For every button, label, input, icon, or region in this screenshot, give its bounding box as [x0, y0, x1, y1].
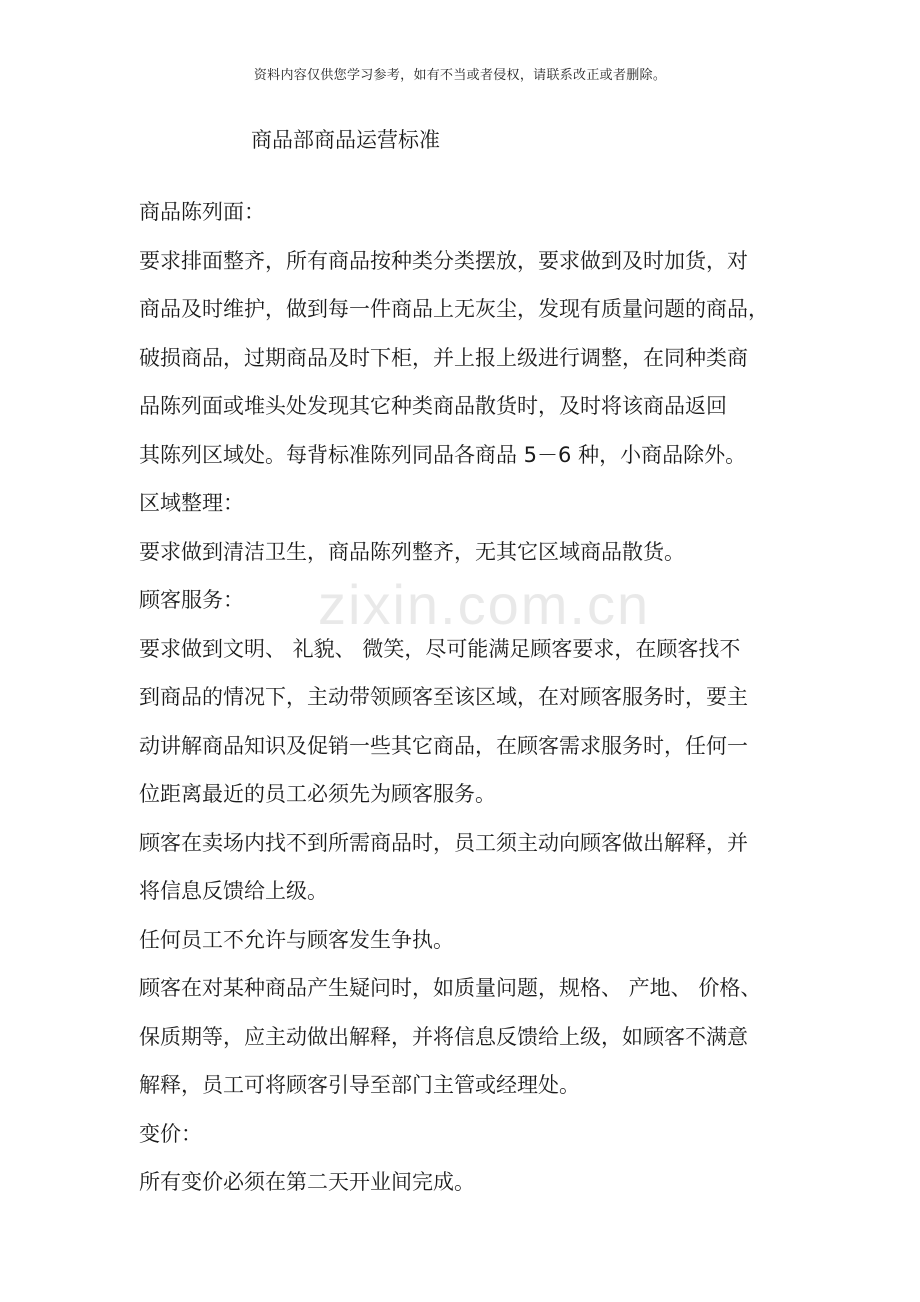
section-heading-area: 区域整理： [139, 491, 244, 515]
paragraph-line: 要求做到清洁卫生，商品陈列整齐，无其它区域商品散货。 [139, 539, 685, 564]
paragraph-line: 要求做到文明、 礼貌、 微笑，尽可能满足顾客要求，在顾客找不 [139, 636, 741, 661]
paragraph-line: 动讲解商品知识及促销一些其它商品，在顾客需求服务时，任何一 [139, 733, 748, 758]
paragraph-line: 解释，员工可将顾客引导至部门主管或经理处。 [139, 1073, 580, 1097]
section-heading-display: 商品陈列面： [139, 200, 265, 224]
paragraph-line: 破损商品，过期商品及时下柜，并上报上级进行调整，在同种类商 [139, 345, 748, 370]
document-title: 商品部商品运营标准 [251, 128, 440, 152]
document-body [139, 188, 799, 1207]
paragraph-line: 品陈列面或堆头处发现其它种类商品散货时，及时将该商品返回 [139, 394, 727, 418]
paragraph-line: 任何员工不允许与顾客发生争执。 [139, 927, 454, 952]
paragraph-line: 保质期等，应主动做出解释，并将信息反馈给上级，如顾客不满意 [139, 1024, 748, 1049]
paragraph-line: 将信息反馈给上级。 [139, 879, 328, 903]
watermark: zixin.com.cn [318, 573, 651, 636]
paragraph-line: 商品及时维护，做到每一件商品上无灰尘，发现有质量问题的商品， [139, 297, 769, 321]
paragraph-line: 到商品的情况下，主动带领顾客至该区域，在对顾客服务时，要主 [139, 685, 748, 709]
paragraph-line: 所有变价必须在第二天开业间完成。 [139, 1170, 475, 1194]
paragraph-line: 其陈列区域处。每背标准陈列同品各商品 5－6 种，小商品除外。 [139, 442, 747, 467]
section-heading-price-change: 变价： [139, 1121, 202, 1146]
section-heading-service: 顾客服务： [139, 588, 244, 612]
paragraph-line: 位距离最近的员工必须先为顾客服务。 [139, 782, 496, 806]
paragraph-line: 要求排面整齐，所有商品按种类分类摆放，要求做到及时加货，对 [139, 248, 748, 273]
disclaimer-header: 资料内容仅供您学习参考，如有不当或者侵权，请联系改正或者删除。 [253, 68, 667, 83]
paragraph-line: 顾客在对某种商品产生疑问时，如质量问题，规格、 产地、 价格、 [139, 976, 762, 1000]
paragraph-line: 顾客在卖场内找不到所需商品时，员工须主动向顾客做出解释，并 [139, 830, 748, 855]
